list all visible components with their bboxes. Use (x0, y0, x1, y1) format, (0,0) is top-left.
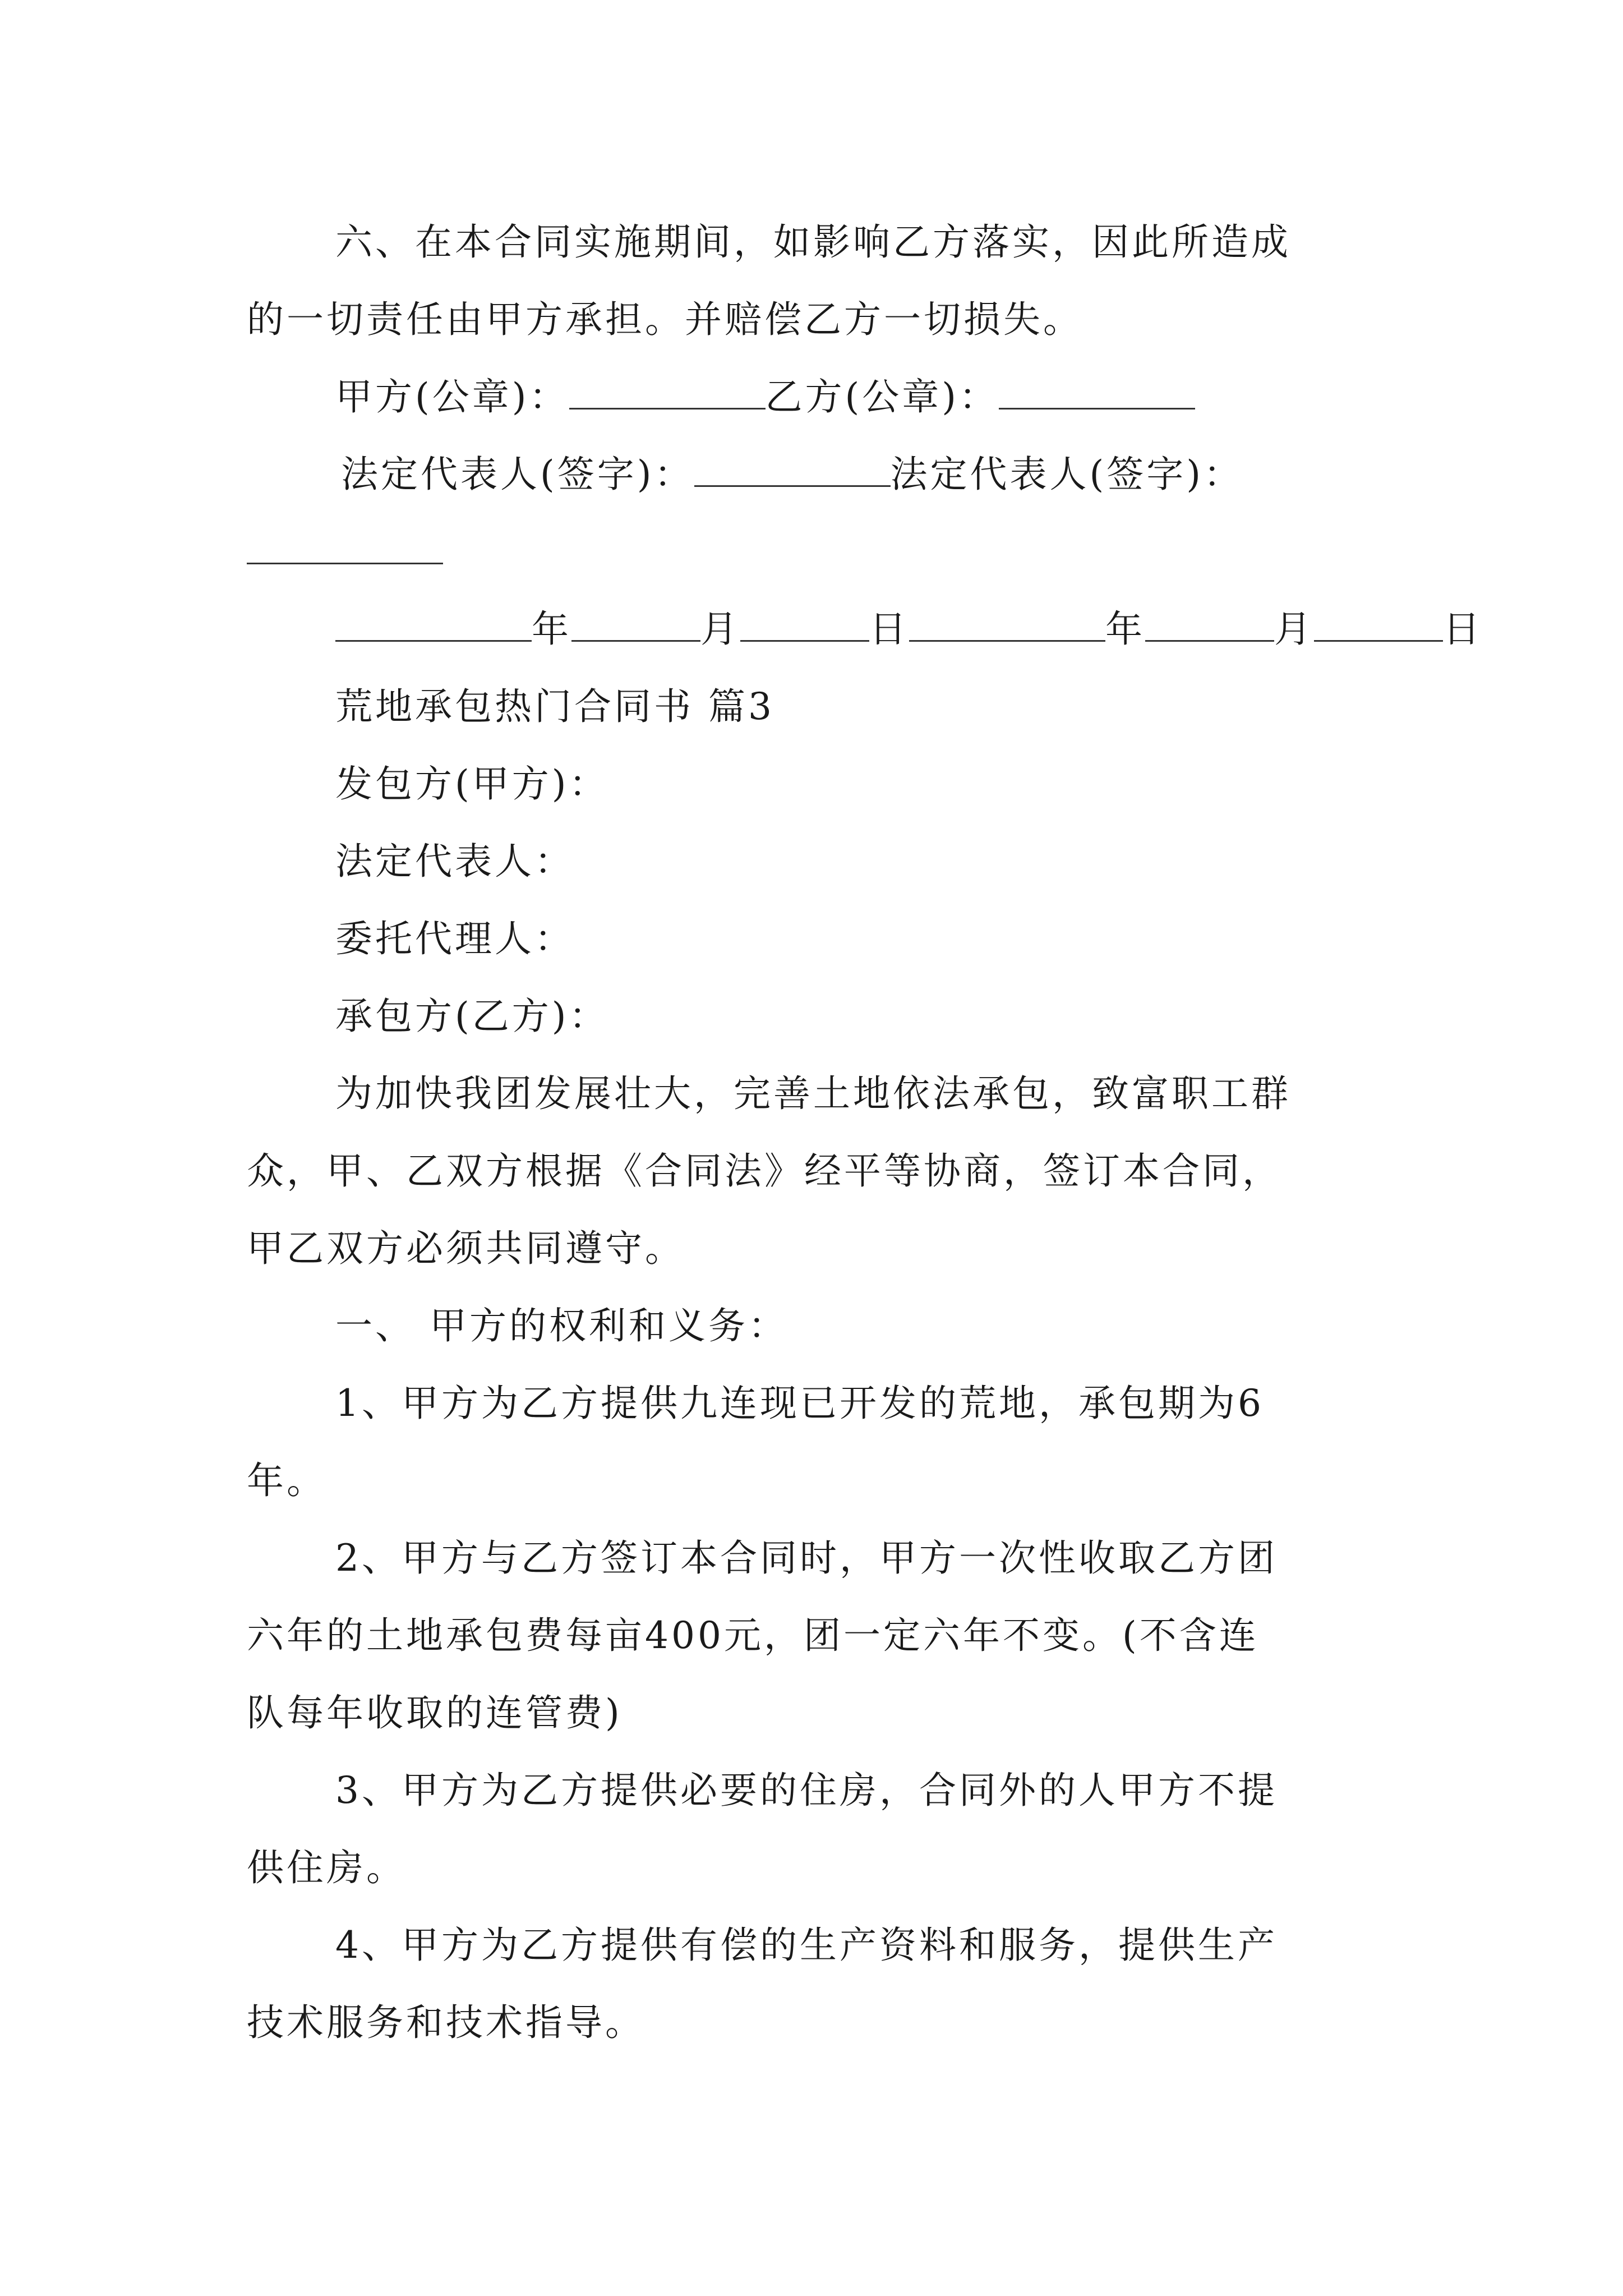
intro-line2: 众，甲、乙双方根据《合同法》经平等协商，签订本合同， (247, 1149, 1282, 1193)
employer-label: 发包方(甲方)： (335, 762, 609, 806)
year-a-blank (335, 608, 532, 642)
day-a-label: 日 (869, 608, 909, 651)
item4-line1: 4、甲方为乙方提供有偿的生产资料和服务，提供生产 (335, 1924, 1278, 1967)
section-title: 荒地承包热门合同书 篇3 (335, 685, 774, 728)
item4-line2: 技术服务和技术指导。 (247, 2001, 645, 2044)
day-b-blank (1314, 608, 1443, 642)
year-b-blank (909, 608, 1105, 642)
legal-rep-label: 法定代表人： (335, 840, 574, 883)
para6-line2: 的一切责任由甲方承担。并赔偿乙方一切损失。 (247, 298, 1083, 341)
month-a-label: 月 (700, 608, 740, 651)
date-line (335, 607, 1483, 652)
legal-rep-b-label: 法定代表人(签字)： (890, 453, 1243, 496)
year-b-label: 年 (1105, 608, 1145, 651)
item1-line1: 1、甲方为乙方提供九连现已开发的荒地，承包期为6 (335, 1382, 1264, 1425)
day-a-blank (740, 608, 869, 642)
item1-line2: 年。 (247, 1459, 326, 1502)
legal-rep-b-blank-line (247, 530, 443, 574)
item2-line3: 队每年收取的连管费) (247, 1691, 623, 1734)
intro-line3: 甲乙双方必须共同遵守。 (247, 1227, 685, 1270)
party-a-seal-label: 甲方(公章)： (335, 375, 569, 418)
legal-rep-b-blank (247, 530, 443, 564)
item3-line1: 3、甲方为乙方提供必要的住房，合同外的人甲方不提 (335, 1769, 1278, 1812)
intro-line1: 为加快我团发展壮大，完善土地依法承包，致富职工群 (335, 1072, 1291, 1115)
item3-line2: 供住房。 (247, 1846, 406, 1889)
heading-party-a-rights: 一、 甲方的权利和义务： (335, 1304, 788, 1347)
contractor-label: 承包方(乙方)： (335, 995, 609, 1038)
month-a-blank (571, 608, 700, 642)
seal-line (335, 375, 1195, 420)
party-a-seal-blank (569, 375, 766, 409)
item2-line1: 2、甲方与乙方签订本合同时，甲方一次性收取乙方团 (335, 1536, 1278, 1580)
party-b-seal-label: 乙方(公章)： (765, 375, 999, 418)
legal-rep-a-label: 法定代表人(签字)： (341, 453, 694, 496)
agent-label: 委托代理人： (335, 917, 574, 960)
day-b-label: 日 (1443, 608, 1483, 651)
para6-line1: 六、在本合同实施期间，如影响乙方落实，因此所造成 (335, 220, 1291, 264)
item2-line2: 六年的土地承包费每亩400元，团一定六年不变。(不含连 (247, 1614, 1259, 1657)
month-b-label: 月 (1274, 608, 1314, 651)
legal-rep-sign-line (341, 452, 1243, 497)
month-b-blank (1145, 608, 1274, 642)
legal-rep-a-blank (694, 453, 891, 487)
year-a-label: 年 (532, 608, 571, 651)
party-b-seal-blank (999, 375, 1195, 409)
